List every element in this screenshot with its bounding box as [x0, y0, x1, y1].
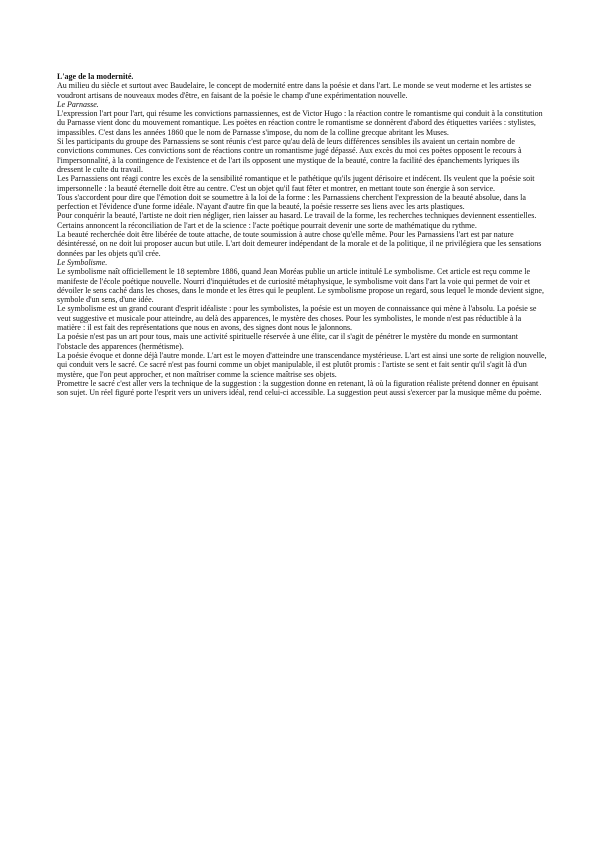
- paragraph: Si les participants du groupe des Parnassiens se sont réunis c'est parce qu'au delà de leurs différences sensibles ils avaient un certain nombre de convictions communes. Ces convictions sont de réactions contre un romantisme jugé dépassé. Aux excès du moi ces poètes opposent le recours à l'impersonnalité, à la contingence de l'existence et de l'art ils opposent une mystique de la beauté, contre la facilité des épanchements lyriques ils dressent le culte du travail.: [57, 137, 522, 174]
- paragraph: L'expression l'art pour l'art, qui résume les convictions parnassiennes, est de Victor Hugo : la réaction contre le romantisme qui conduit à la constitution du Parnasse vient donc du mouvement romantique. Les poètes en réaction contre le romantisme se donnèrent d'abord des étiquettes variées : stylistes, impassibles. C'est dans les années 1860 que le nom de Parnasse s'impose, du nom de la colline grecque abritant les Muses.: [57, 109, 543, 137]
- paragraph: Au milieu du siècle et surtout avec Baudelaire, le concept de modernité entre dans la poésie et dans l'art. Le monde se veut moderne et les artistes se voudront artisans de nouveaux modes d'être, en faisant de la poésie le champ d'une expérimentation nouvelle.: [57, 81, 532, 100]
- paragraph: Les Parnassiens ont réagi contre les excès de la sensibilité romantique et le pathétique qu'ils jugent dérisoire et indécent. Ils veulent que la poésie soit impersonnelle : la beauté éternelle doit être au centre. C'est un objet qu'il faut fêter et montrer, en mettant toute son énergie à son service.: [57, 174, 535, 193]
- paragraph: Promettre le sacré c'est aller vers la technique de la suggestion : la suggestion donne en retenant, là où la figuration réaliste prétend donner en épuisant son sujet. Un réel figuré porte l'esprit vers un univers idéal, rend celui-ci accessible. La suggestion peut aussi s'exercer par la musique même du poème.: [57, 378, 542, 398]
- document-title: L'age de la modernité.: [57, 72, 134, 81]
- paragraph: La beauté recherchée doit être libérée de toute attache, de toute soumission à autre chose qu'elle même. Pour les Parnassiens l'art est par nature désintéressé, on ne doit lui proposer aucun but utile. L'art doit demeurer indépendant de la morale et de la politique, il ne privilégiera que les sensations données par les objets qu'il crée.: [57, 230, 542, 258]
- document-page: [57, 72, 547, 397]
- paragraph: Le symbolisme naît officiellement le 18 septembre 1886, quand Jean Moréas publie un article intitulé Le symbolisme. Cet article est reçu comme le manifeste de l'école poétique nouvelle. Nourri d'inquiétudes et de curiosité métaphysique, le symbolisme voit dans l'art la voie qui permet de voir et dévoiler le sens caché dans les choses, dans le monde et les êtres qui le peuplent. Le symbolisme propose un regard, sous lequel le monde devient signe, symbole d'un sens, d'une idée.: [57, 267, 544, 305]
- section-heading-symbolisme: Le Symbolisme.: [57, 257, 108, 267]
- paragraph: Pour conquérir la beauté, l'artiste ne doit rien négliger, rien laisser au hasard. Le travail de la forme, les recherches techniques deviennent essentielles. Certains annoncent la réconciliation de l'art et de la science : l'acte poétique pourrait devenir une sorte de mathématique du rythme.: [57, 211, 537, 230]
- paragraph: La poésie évoque et donne déjà l'autre monde. L'art est le moyen d'atteindre une transcendance mystérieuse. L'art est ainsi une sorte de religion nouvelle, qui conduit vers le sacré. Ce sacré n'est pas fourni comme un objet manipulable, il est plutôt promis : l'artiste se sent et fait sentir qu'il s'agit là d'un mystère, que l'on peut approcher, et non maîtriser comme la science maîtrise ses objets.: [57, 350, 547, 379]
- paragraph: Tous s'accordent pour dire que l'émotion doit se soumettre à la loi de la forme : les Parnassiens cherchent l'expression de la beauté absolue, dans la perfection et l'évidence d'une forme idéale. N'ayant d'autre fin que la beauté, la poésie resserre ses liens avec les arts plastiques.: [57, 192, 526, 212]
- paragraph: La poésie n'est pas un art pour tous, mais une activité spirituelle réservée à une élite, car il s'agit de pénétrer le mystère du monde en surmontant l'obstacle des apparences (hermétisme).: [57, 332, 518, 351]
- section-heading-parnasse: Le Parnasse.: [57, 99, 99, 109]
- paragraph: Le symbolisme est un grand courant d'esprit idéaliste : pour les symbolistes, la poésie est un moyen de connaissance qui mène à l'absolu. La poésie se veut suggestive et musicale pour atteindre, au delà des apparences, le mystère des choses. Pour les symbolistes, le monde n'est pas réductible à la matière : il est fait des représentations que nous en avons, des signes dont nous le jalonnons.: [57, 304, 537, 333]
